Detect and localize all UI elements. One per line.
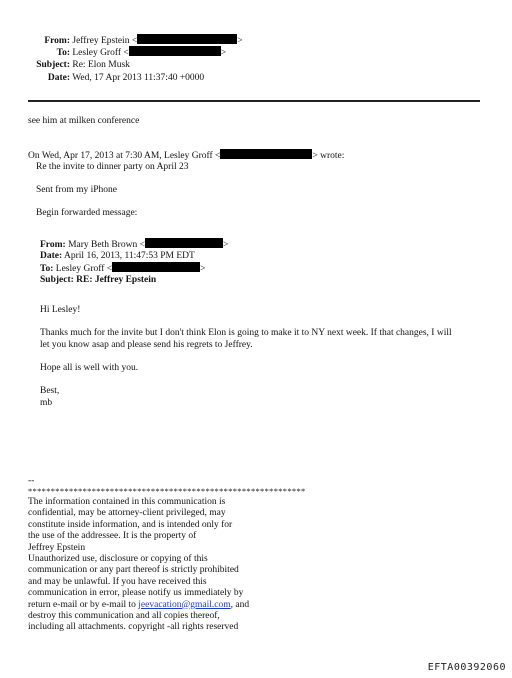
footer-line: Unauthorized use, disclosure or copying of this — [28, 554, 208, 565]
redaction-bar — [137, 34, 237, 44]
fwd-para2: Hope all is well with you. — [40, 363, 139, 373]
header-from-value: Jeffrey Epstein < — [72, 36, 138, 46]
footer-stars: ************************************************************* — [28, 486, 306, 496]
footer-line: communication in error, please notify us immediately by — [28, 588, 244, 599]
header-date-value: Wed, 17 Apr 2013 11:37:40 +0000 — [72, 73, 205, 83]
fwd-para1-line2: let you know asap and please send his regrets to Jeffrey. — [40, 340, 253, 350]
fwd-to-close: > — [200, 264, 206, 274]
fwd-signoff: Best, — [40, 386, 60, 396]
header-subject-value: Re: Elon Musk — [72, 60, 130, 70]
footer-line-email — [28, 600, 288, 611]
fwd-from-value: Mary Beth Brown < — [68, 240, 145, 250]
footer-email-link[interactable]: jeevacation@gmail.com — [138, 599, 231, 610]
quoted-line-1: Re the invite to dinner party on April 23 — [36, 162, 189, 172]
document-stamp: EFTA00392060 — [427, 662, 506, 673]
header-date-row — [20, 72, 204, 84]
header-to-value: Lesley Groff < — [72, 48, 129, 58]
header-to-label: To: — [56, 48, 70, 58]
fwd-from-label: From: — [40, 240, 66, 250]
footer-line: confidential, may be attorney-client privileged, may — [28, 508, 226, 519]
fwd-greeting: Hi Lesley! — [40, 305, 81, 315]
footer-disclaimer — [28, 497, 288, 634]
footer-line: Jeffrey Epstein — [28, 542, 86, 553]
redaction-bar — [112, 262, 200, 272]
quoted-line-3: Begin forwarded message: — [36, 208, 138, 218]
fwd-para1-line1: Thanks much for the invite but I don't think Elon is going to make it to NY next week. If that changes, I will — [40, 328, 452, 338]
fwd-signature: mb — [40, 398, 53, 408]
fwd-to-value: Lesley Groff < — [55, 264, 113, 274]
footer-dashes: -- — [28, 476, 35, 486]
redaction-bar — [129, 46, 221, 56]
footer-email-suffix: , and — [230, 599, 250, 610]
header-divider — [28, 100, 480, 102]
reply-body: see him at milken conference — [28, 116, 140, 126]
redaction-bar — [145, 238, 223, 248]
quoted-wrote-prefix: On Wed, Apr 17, 2013 at 7:30 AM, Lesley Groff < — [28, 151, 221, 161]
footer-line: destroy this communication and all copies thereof, — [28, 611, 220, 622]
fwd-date-label: Date: — [40, 251, 63, 261]
fwd-subject-label: Subject: — [40, 275, 74, 285]
header-subject-row — [20, 59, 130, 71]
redaction-bar — [220, 149, 312, 159]
footer-line: The information contained in this communication is — [28, 497, 226, 507]
header-from-label: From: — [44, 36, 70, 46]
footer-line: communication or any part thereof is strictly prohibited — [28, 565, 239, 576]
header-date-label: Date: — [47, 73, 70, 83]
header-to-close: > — [220, 48, 227, 58]
quoted-wrote-suffix: > wrote: — [312, 151, 345, 161]
fwd-subject-value: RE: Jeffrey Epstein — [76, 275, 157, 285]
fwd-from-close: > — [222, 240, 229, 250]
footer-line: constitute inside information, and is intended only for — [28, 519, 233, 530]
fwd-to-label: To: — [40, 264, 54, 274]
footer-line: including all attachments. copyright -all rights reserved — [28, 622, 239, 633]
header-subject-label: Subject: — [36, 60, 70, 70]
footer-line: and may be unlawful. If you have received this — [28, 576, 207, 587]
footer-line: the use of the addressee. It is the property of — [28, 531, 197, 542]
header-to-row — [20, 46, 226, 59]
fwd-date-value: April 16, 2013, 11:47:53 PM EDT — [64, 251, 195, 261]
fwd-subject-row — [40, 274, 156, 286]
quoted-line-2: Sent from my iPhone — [36, 185, 118, 195]
header-from-close: > — [237, 36, 243, 46]
footer-email-prefix: return e-mail or by e-mail to — [28, 599, 139, 610]
fwd-date-row — [40, 250, 195, 262]
